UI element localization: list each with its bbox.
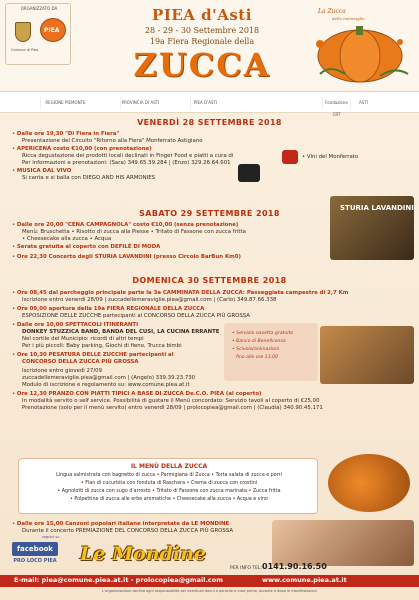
domenica-line: • Ore 08,45 dal parcheggio principale parte la 3a CAMMINATA DELLA ZUCCA: Passeggiata campestre di 2,7 Km [12,290,349,296]
finale-line: • Dalle ore 15,00 Canzoni popolari italiane interpretate da LE MONDINE [12,521,230,527]
facebook-pro-loco: PRO LOCO PIEA [13,558,57,564]
sabato-line: • Dalle ore 20,00 "CENA CAMPAGNOLA" costo €10,00 (senza prenotazione) [12,222,239,228]
domenica-line: Nel cortile del Municipio: ricordi di altri tempi [22,336,144,342]
domenica-line: Iscrizione entro giovedì 27/09 [22,368,102,374]
sponsor-strip [0,91,419,117]
event-dates: 28 - 29 - 30 Settembre 2018 [144,26,260,35]
facebook-follow-label: seguici su [42,535,60,539]
domenica-line: • Ore 10,30 PESATURA DELLE ZUCCHE partecipanti al [12,352,174,358]
band-photo-label: STURIA LAVANDINI [340,204,414,212]
pumpkin-dish-photo [328,454,410,512]
domenica-line: zuccadellemeraviglie.piea@gmail.com | (Angelo) 339.39.23.730 [22,375,196,381]
domenica-line: Prenotazione (solo per il menù servito) entro venerdì 28/09 | prolocopiea@gmail.com | (Claudia) 340.90.45.171 [22,405,323,411]
domenica-line: Iscrizione entro venerdì 28/09 | zuccadellemeraviglie.piea@gmail.com | (Carlo) 349.87.66.338 [22,297,277,303]
section-title-domenica: DOMENICA 30 SETTEMBRE 2018 [132,276,287,285]
service-item: • Banco di Beneficenza [232,339,286,344]
footer-disclaimer: L'organizzazione declina ogni responsabilità per eventuali danni a persone o cose prima, durante o dopo le manifestazioni [102,589,317,593]
venerdi-vini: • Vini del Monferrato [302,154,359,160]
sabato-line: Menù: Bruschetta • Risotto di zucca alla Piesse • Tritato di Fassone con zucca fritta [22,229,246,235]
service-item: fino alle ore 13,00 [236,355,278,360]
comune-crest-icon [15,22,31,42]
info-phone: 0141.90.16.50 [262,562,327,571]
menu-line: • Agnolotti di zucca con sugo d'arrosto • Tritato di Fassone con zucca marinata • Zucca fritta [57,489,281,494]
pro-loco-logo-text: PIEA [44,27,60,34]
venerdi-line: • APERICENA costo €10,00 (con prenotazione) [12,146,152,152]
section-title-sabato: SABATO 29 SETTEMBRE 2018 [139,209,280,218]
venerdi-line: Per informazioni e prenotazioni: (Sara) 349.65.39.284 | (Enzo) 329.26.64.601 [22,160,231,166]
domenica-line: In modalità servito o self service. Possibilità di gustare il Menù concordato: Servizio tavoli al coperto di €25,00 [22,398,320,404]
children-photo [320,326,414,384]
domenica-line: Modulo di iscrizione e regolamento su: www.comune.piea.at.it [22,382,190,388]
comune-label: Comune di Piea [11,48,39,52]
event-subtitle: 19a Fiera Regionale della [149,37,255,46]
section-title-venerdi: VENERDÌ 28 SETTEMBRE 2018 [137,118,282,127]
menu-line: Lingua salmistrata con bagnetto di zucca • Parmigiana di Zucca • Torta salata di zucca e porri [56,473,282,478]
domenica-line: • Dalle ore 10,00 SPETTACOLI ITINERANTI [12,322,139,328]
service-item: • Scivolo/animazioni [232,347,280,352]
le-mondine-logo: Le Mondine [80,543,206,565]
venerdi-line: Si canta e si balla con DIEGO AND HIS ARMONIES [22,175,156,181]
menu-title: IL MENÙ DELLA ZUCCA [130,463,208,470]
sabato-line: • Cheesecake alla zucca • Acqua [22,236,112,242]
footer-email[interactable]: E-mail: piea@comune.piea.at.it - prolocopiea@gmail.com [14,576,224,584]
facebook-badge[interactable]: facebook [12,542,58,556]
finale-line: Durante il concerto PREMIAZIONE DEL CONCORSO DELLA ZUCCA PIÙ GROSSA [22,528,234,534]
sabato-line: • Serata gratuita al coperto con DEFILÉ DI MODA [12,244,161,250]
event-zucca-title: ZUCCA [133,46,271,84]
pro-loco-pumpkin-icon [40,18,66,42]
footer-website[interactable]: www.comune.piea.at.it [262,576,347,584]
art-caption-2: delle meraviglie [332,16,365,21]
service-item: • Servizio navetta gratuito [232,331,294,336]
domenica-line: Per i più piccoli: Baby parking, Giochi di fieno, Trucca bimbi [22,343,182,349]
venerdi-line: Presentazione del Circuito "Ritorno alla Fiera" Monferrato Astigiano [22,138,203,144]
sabato-line: • Ore 22,30 Concerto degli STURIA LAVANDINI (presso Circolo BarBun Km0) [12,254,241,260]
venerdi-line: • Dalle ore 19,30 "Di Fiera in Fiera" [12,131,120,137]
band-photo [330,196,414,260]
menu-box [18,458,318,514]
organizer-label: ORGANIZZATO DA [20,6,58,11]
restaurant-logo-icon [282,150,298,164]
sponsor-logo: ASTI [350,97,376,109]
domenica-line: CONCORSO DELLA ZUCCA PIÙ GROSSA [22,359,139,365]
domenica-line: DONKEY STUZZICA BAND, BANDA DEL CUSI, LA CUCINA ERRANTE [22,329,220,335]
domenica-line: • Ore 09,00 apertura della 19a FIERA REGIONALE DELLA ZUCCA [12,306,205,312]
info-label: PER INFO TEL: [230,566,262,571]
sponsor-logo: PROVINCIA DI ASTI [120,97,160,109]
domenica-line: ESPOSIZIONE DELLE ZUCCHE partecipanti al CONCORSO DELLA ZUCCA PIÙ GROSSA [22,313,250,319]
venerdi-line: Ricca degustazione dei prodotti locali declinati in Finger Food e piatti a cura di [22,153,234,159]
header [0,0,419,90]
art-caption-1: La Zucca [318,8,346,15]
sponsor-logo: REGIONE PIEMONTE [40,97,90,109]
sponsor-logo: Fondazione CRT [322,97,350,109]
band-logo-icon [238,164,260,182]
venerdi-line: • MUSICA DAL VIVO [12,168,72,174]
services-box [224,323,318,381]
menu-line: • Flan di cucurbita con fonduta di Raschera • Crema di zucca con crostini [80,481,258,486]
mondine-singers-photo [272,520,414,566]
event-title: PIEA d'Asti [152,6,252,24]
menu-line: • Polpettine di zucca alle erbe aromatiche • Cheesecake alla zucca • Acqua e vino [70,497,268,502]
sponsor-logo: PIEA D'ASTI [190,97,220,109]
organizer-box [5,3,71,65]
domenica-line: • Ore 12,30 PRANZO CON PIATTI TIPICI A BASE DI ZUCCA De.C.O. PIEA (al coperto) [12,391,262,397]
